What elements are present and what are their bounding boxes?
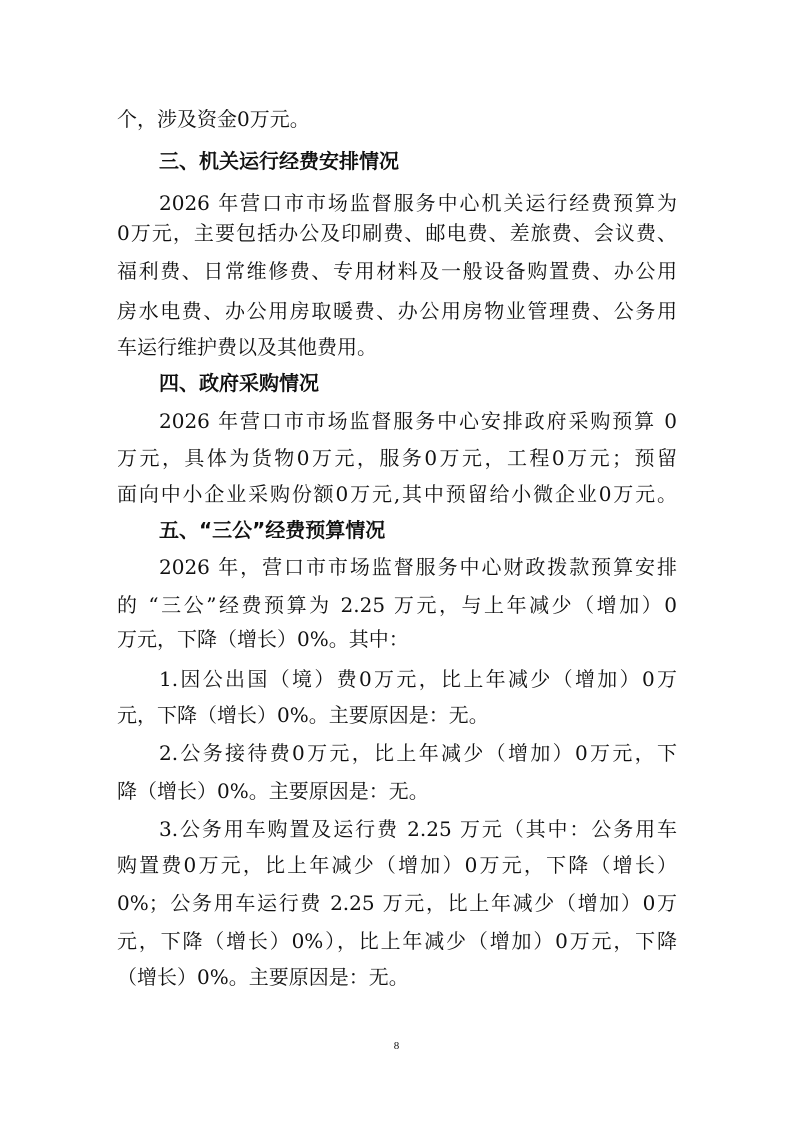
paragraph-line: 2026 年，营口市市场监督服务中心财政拨款预算安排 — [159, 555, 677, 579]
page-number: 8 — [393, 1040, 400, 1052]
paragraph-line: 面向中小企业采购份额0万元,其中预留给小微企业0万元。 — [117, 482, 677, 506]
paragraph-line: 的 “三公”经费预算为 2.25 万元，与上年减少（增加）0 — [117, 593, 677, 617]
paragraph-line: 0%；公务用车运行费 2.25 万元，比上年减少（增加）0万 — [117, 891, 677, 915]
paragraph-line: 1.因公出国（境）费0万元，比上年减少（增加）0万 — [159, 667, 677, 691]
section-heading-4: 四、政府采购情况 — [159, 371, 319, 395]
paragraph-line: 元，下降（增长）0%。主要原因是：无。 — [117, 703, 489, 727]
section-heading-5: 五、“三公”经费预算情况 — [159, 518, 386, 542]
paragraph-line: 房水电费、办公用房取暖费、办公用房物业管理费、公务用 — [117, 299, 677, 323]
paragraph-line: 0万元，主要包括办公及印刷费、邮电费、差旅费、会议费、 — [117, 221, 677, 245]
paragraph-line: 个，涉及资金0万元。 — [117, 107, 310, 131]
paragraph-line: 元，下降（增长）0%），比上年减少（增加）0万元，下降 — [117, 929, 677, 953]
paragraph-line: 2026 年营口市市场监督服务中心机关运行经费预算为 — [159, 191, 677, 215]
paragraph-line: 福利费、日常维修费、专用材料及一般设备购置费、办公用 — [117, 259, 677, 283]
paragraph-line: 3.公务用车购置及运行费 2.25 万元（其中：公务用车 — [159, 817, 677, 841]
paragraph-line: 购置费0万元，比上年减少（增加）0万元，下降（增长） — [117, 853, 677, 877]
paragraph-line: 万元，具体为货物0万元，服务0万元，工程0万元；预留 — [117, 446, 677, 470]
paragraph-line: （增长）0%。主要原因是：无。 — [117, 965, 409, 989]
paragraph-line: 2.公务接待费0万元，比上年减少（增加）0万元，下 — [159, 741, 677, 765]
paragraph-line: 2026 年营口市市场监督服务中心安排政府采购预算 0 — [159, 409, 677, 433]
paragraph-line: 降（增长）0%。主要原因是：无。 — [117, 779, 429, 803]
paragraph-line: 车运行维护费以及其他费用。 — [117, 335, 377, 359]
paragraph-line: 万元，下降（增长）0%。其中： — [117, 627, 409, 651]
section-heading-3: 三、机关运行经费安排情况 — [159, 149, 399, 173]
